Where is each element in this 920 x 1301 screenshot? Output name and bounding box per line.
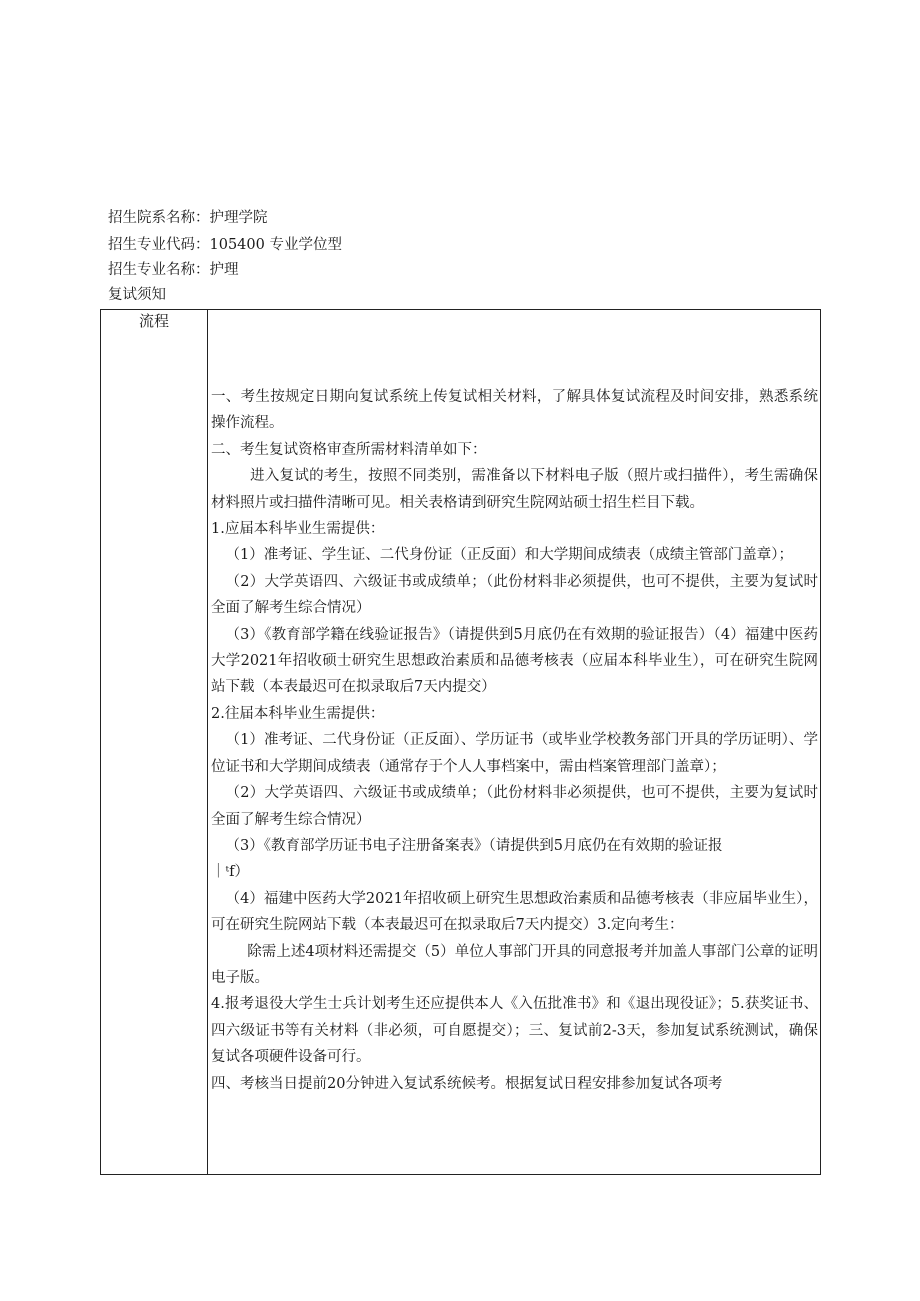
para-fresh-item-2: （2）大学英语四、六级证书或成绩单；（此份材料非必须提供，也可不提供，主要为复试时全面了解考生综合情况） [211, 573, 818, 617]
process-table [100, 309, 821, 1175]
para-past-item-3: （3）《教育部学历证书电子注册备案表》（请提供到5月底仍在有效期的验证报 [225, 837, 723, 854]
process-label-cell [101, 310, 208, 1175]
para-fresh-grad-heading: 1.应届本科毕业生需提供： [211, 521, 385, 538]
para-past-item-3-tail: ｜ᵗf） [211, 864, 249, 881]
section-title: 复试须知 [108, 287, 166, 303]
para-directed: 除需上述4项材料还需提交（5）单位人事部门开具的同意报考并加盖人事部门公章的证明电子版。 [211, 943, 818, 986]
para-step-4: 四、考核当日提前20分钟进入复试系统候考。根据复试日程安排参加复试各项考 [211, 1075, 723, 1092]
college-name: 招生院系名称：护理学院 [108, 210, 268, 226]
para-intro: 进入复试的考生，按照不同类别，需准备以下材料电子版（照片或扫描件），考生需确保材料照片或扫描件清晰可见。相关表格请到研究生院网站硕士招生栏目下载。 [211, 468, 818, 511]
para-veteran: 4.报考退役大学生士兵计划考生还应提供本人《入伍批准书》和《退出现役证》；5.获奖证书、四六级证书等有关材料（非必须，可自愿提交）；三、复试前2-3天，参加复试系统测试，确保复试各项硬件设备可行。 [211, 996, 818, 1066]
para-past-item-2: （2）大学英语四、六级证书或成绩单；（此份材料非必须提供，也可不提供，主要为复试时全面了解考生综合情况） [211, 785, 818, 828]
process-content [208, 310, 820, 1097]
process-content-cell [208, 310, 821, 1175]
major-code: 招生专业代码：105400 专业学位型 [108, 237, 342, 253]
process-label: 流程 [138, 312, 169, 330]
para-past-item-4: （4）福建中医药大学2021年招收硕上研究生思想政治素质和品德考核表（非应届毕业生），可在研究生院网站下载（本表最迟可在拟录取后7天内提交）3.定向考生： [211, 890, 818, 934]
para-fresh-item-1: （1）准考证、学生证、二代身份证（正反面）和大学期间成绩表（成绩主管部门盖章）； [225, 547, 793, 564]
para-past-item-1: （1）准考证、二代身份证（正反面）、学历证书（或毕业学校教务部门开具的学历证明）、学位证书和大学期间成绩表（通常存于个人人事档案中，需由档案管理部门盖章）； [211, 732, 818, 775]
para-step-2: 二、考生复试资格审查所需材料清单如下： [211, 441, 487, 458]
para-past-grad-heading: 2.往届本科毕业生需提供： [211, 705, 385, 722]
major-name: 招生专业名称：护理 [108, 262, 239, 278]
para-fresh-item-3-4: （3）《教育部学籍在线验证报告》（请提供到5月底仍在有效期的验证报告）（4）福建中医药大学2021年招收硕士研究生思想政治素质和品德考核表（应届本科毕业生），可在研究生院网站下载（本表最迟可在拟录取后7天内提交） [211, 626, 818, 696]
para-step-1: 一、考生按规定日期向复试系统上传复试相关材料，了解具体复试流程及时间安排，熟悉系统操作流程。 [211, 389, 818, 432]
